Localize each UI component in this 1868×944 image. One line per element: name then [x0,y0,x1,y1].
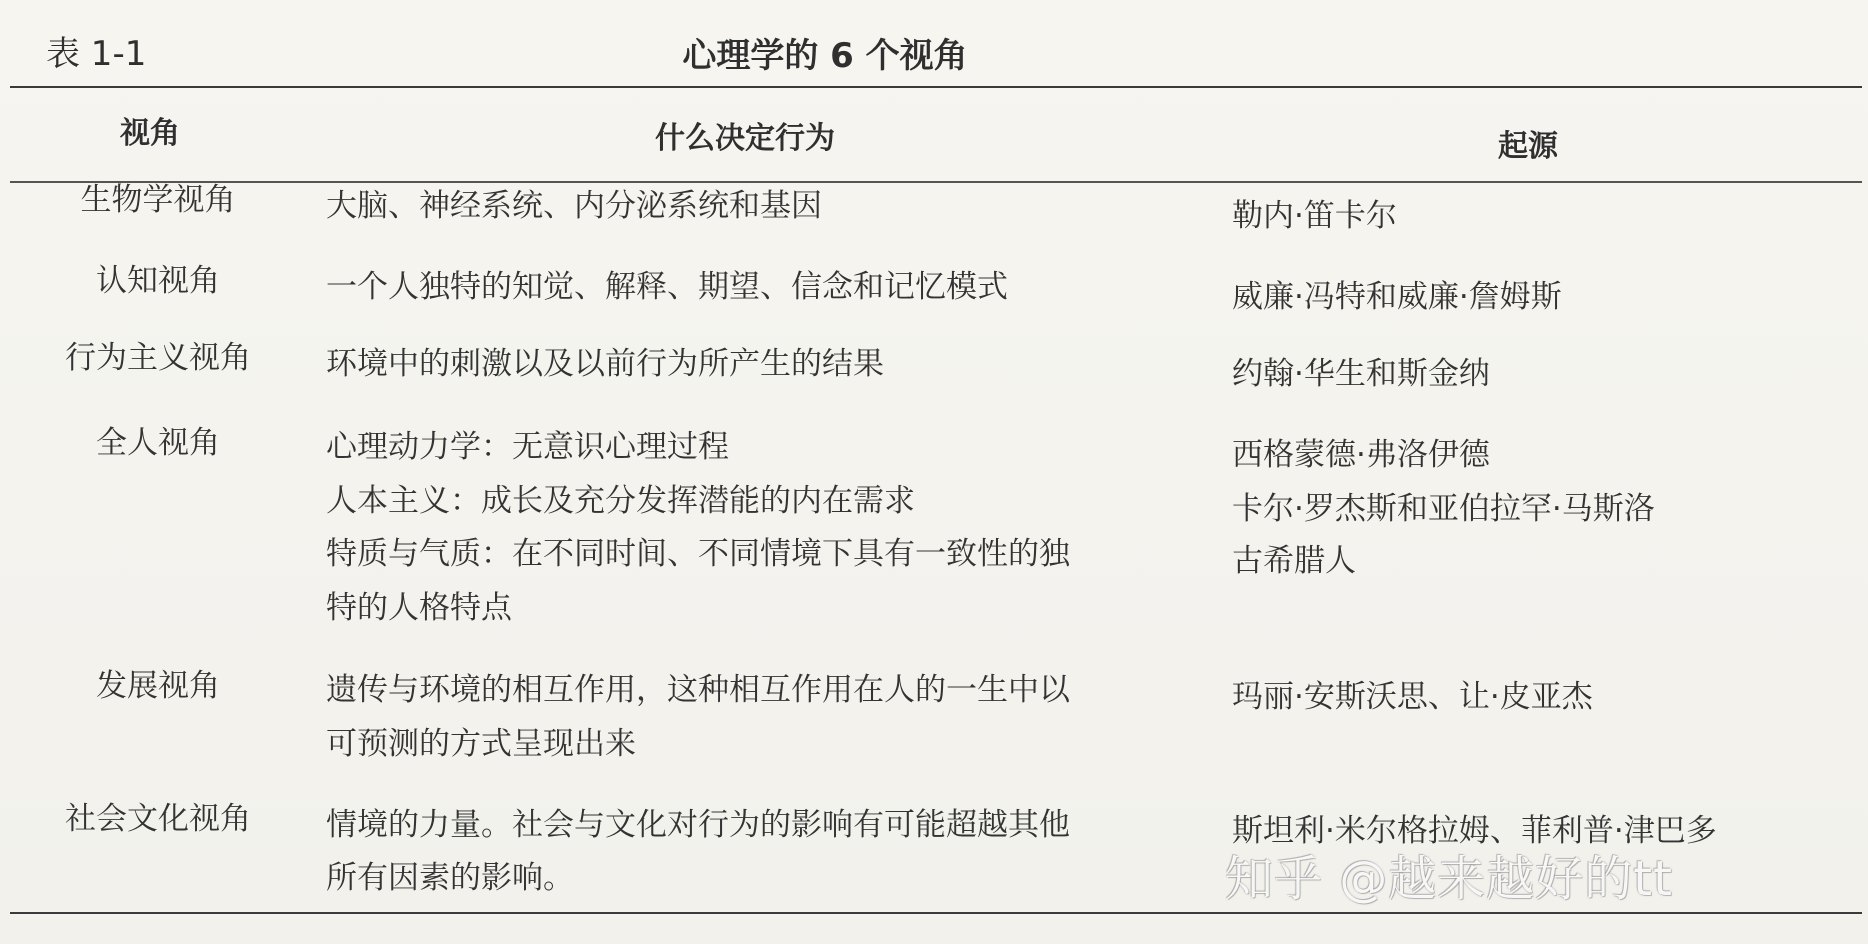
row-1-perspective: 生物学视角 [80,182,236,218]
row-4-determinant-line: 特的人格特点 [326,590,512,626]
row-5-determinant-line: 遗传与环境的相互作用，这种相互作用在人的一生中以 [326,672,1070,708]
row-5-perspective: 发展视角 [96,668,220,704]
row-2-perspective: 认知视角 [96,263,220,299]
row-6-origin-line: 斯坦利·米尔格拉姆、菲利普·津巴多 [1232,813,1717,849]
row-4-determinant-line: 心理动力学：无意识心理过程 [326,429,729,465]
row-6-determinant-line: 所有因素的影响。 [326,860,574,896]
row-4-determinant-line: 特质与气质：在不同时间、不同情境下具有一致性的独 [326,536,1070,572]
bottom-rule [10,912,1862,914]
row-6-determinant-line: 情境的力量。社会与文化对行为的影响有可能超越其他 [326,807,1070,843]
row-6-perspective: 社会文化视角 [65,801,251,837]
row-4-origin-line: 卡尔·罗杰斯和亚伯拉罕·马斯洛 [1232,491,1655,527]
row-3-determinant-line: 环境中的刺激以及以前行为所产生的结果 [326,346,884,382]
row-4-origin-line: 古希腊人 [1232,543,1356,579]
row-5-determinant-line: 可预测的方式呈现出来 [326,726,636,762]
header-determinants: 什么决定行为 [655,121,835,156]
header-rule [10,181,1862,183]
row-2-determinant-line: 一个人独特的知觉、解释、期望、信念和记忆模式 [326,269,1008,305]
table-number: 表 1-1 [46,34,147,74]
table-title: 心理学的 6 个视角 [682,36,968,76]
row-3-origin-line: 约翰·华生和斯金纳 [1232,356,1490,392]
row-4-determinant-line: 人本主义：成长及充分发挥潜能的内在需求 [326,483,915,519]
row-5-origin-line: 玛丽·安斯沃思、让·皮亚杰 [1232,679,1593,715]
row-4-origin-line: 西格蒙德·弗洛伊德 [1232,437,1490,473]
row-3-perspective: 行为主义视角 [65,340,251,376]
header-perspective: 视角 [120,116,180,151]
header-origins: 起源 [1498,129,1558,164]
row-1-determinant-line: 大脑、神经系统、内分泌系统和基因 [326,188,822,224]
row-4-perspective: 全人视角 [96,425,220,461]
row-1-origin-line: 勒内·笛卡尔 [1232,198,1397,234]
row-2-origin-line: 威廉·冯特和威廉·詹姆斯 [1232,279,1562,315]
watermark-text: 知乎 @越来越好的tt [1225,851,1673,907]
top-rule [10,86,1862,88]
